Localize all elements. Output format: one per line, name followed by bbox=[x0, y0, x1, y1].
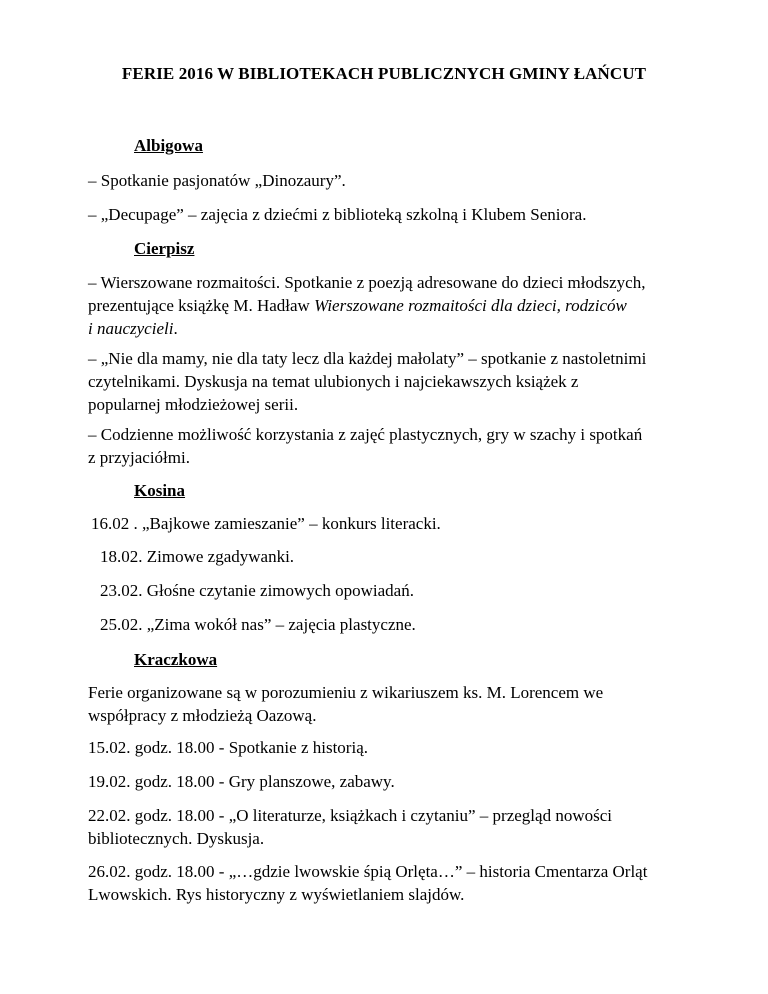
cierpisz-item-1-line-1: – Wierszowane rozmaitości. Spotkanie z poezją adresowane do dzieci młodszych, bbox=[88, 273, 646, 292]
kraczkowa-item-3-line-1: 22.02. godz. 18.00 - „O literaturze, książkach i czytaniu” – przegląd nowości bbox=[88, 806, 612, 825]
kraczkowa-item-3-line-2: bibliotecznych. Dyskusja. bbox=[88, 829, 265, 848]
albigowa-item-2: – „Decupage” – zajęcia z dziećmi z biblioteką szkolną i Klubem Seniora. bbox=[88, 205, 587, 224]
kraczkowa-item-2: 19.02. godz. 18.00 - Gry planszowe, zabawy. bbox=[88, 772, 395, 791]
cierpisz-item-1-line-2-text: prezentujące książkę M. Hadław bbox=[88, 296, 315, 315]
cierpisz-item-2-line-2: czytelnikami. Dyskusja na temat ulubionych i najciekawszych książek z bbox=[88, 372, 579, 391]
cierpisz-item-1-line-3 bbox=[88, 319, 178, 339]
book-title-part-2: i nauczycieli bbox=[88, 319, 174, 338]
kosina-item-4: 25.02. „Zima wokół nas” – zajęcia plastyczne. bbox=[100, 615, 416, 634]
kraczkowa-item-1: 15.02. godz. 18.00 - Spotkanie z historią. bbox=[88, 738, 368, 757]
book-title-part-1: Wierszowane rozmaitości dla dzieci, rodziców bbox=[314, 296, 627, 315]
albigowa-item-1: – Spotkanie pasjonatów „Dinozaury”. bbox=[88, 171, 346, 190]
cierpisz-item-3-line-1: – Codzienne możliwość korzystania z zajęć plastycznych, gry w szachy i spotkań bbox=[88, 425, 643, 444]
kraczkowa-item-4-line-1: 26.02. godz. 18.00 - „…gdzie lwowskie śpią Orlęta…” – historia Cmentarza Orląt bbox=[88, 862, 648, 881]
heading-albigowa: Albigowa bbox=[134, 136, 203, 155]
cierpisz-item-1-line-2 bbox=[88, 296, 627, 316]
kraczkowa-intro-line-2: współpracy z młodzieżą Oazową. bbox=[88, 706, 317, 725]
cierpisz-item-1-line-3-tail: . bbox=[173, 319, 178, 338]
kraczkowa-item-4-line-2: Lwowskich. Rys historyczny z wyświetlaniem slajdów. bbox=[88, 885, 465, 904]
kosina-item-3: 23.02. Głośne czytanie zimowych opowiadań. bbox=[100, 581, 414, 600]
kosina-item-1: 16.02 . „Bajkowe zamieszanie” – konkurs literacki. bbox=[91, 514, 441, 533]
kosina-item-2: 18.02. Zimowe zgadywanki. bbox=[100, 547, 295, 566]
heading-kraczkowa: Kraczkowa bbox=[134, 650, 218, 669]
cierpisz-item-2-line-3: popularnej młodzieżowej serii. bbox=[88, 395, 299, 414]
kraczkowa-intro-line-1: Ferie organizowane są w porozumieniu z wikariuszem ks. M. Lorencem we bbox=[88, 683, 604, 702]
heading-kosina: Kosina bbox=[134, 481, 186, 500]
cierpisz-item-3-line-2: z przyjaciółmi. bbox=[88, 448, 190, 467]
cierpisz-item-2-line-1: – „Nie dla mamy, nie dla taty lecz dla każdej małolaty” – spotkanie z nastoletnimi bbox=[88, 349, 647, 368]
page-title: FERIE 2016 W BIBLIOTEKACH PUBLICZNYCH GMINY ŁAŃCUT bbox=[121, 64, 647, 83]
heading-cierpisz: Cierpisz bbox=[134, 239, 195, 258]
